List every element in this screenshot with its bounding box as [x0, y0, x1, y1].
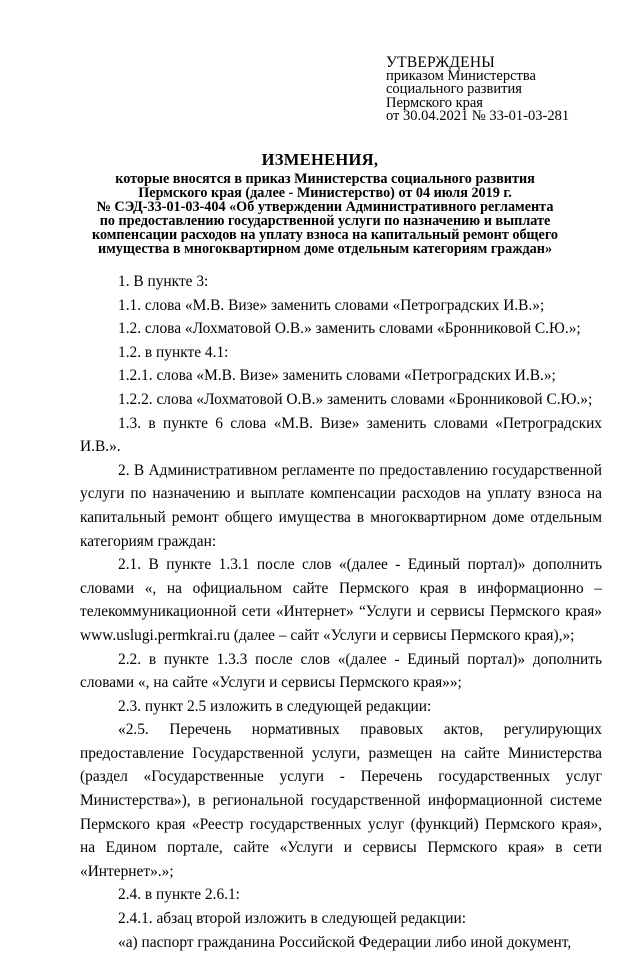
paragraph: 2.4. в пункте 2.6.1:: [118, 886, 240, 904]
paragraph: 1.2. слова «Лохматовой О.В.» заменить словами «Бронниковой С.Ю.»;: [118, 320, 581, 338]
subtitle-line: имущества в многоквартирном доме отдельным категориям граждан»: [97, 240, 553, 257]
subtitle-line: Пермского края (далее - Министерство) от 04 июля 2019 г.: [138, 184, 512, 201]
paragraph: 2.3. пункт 2.5 изложить в следующей редакции:: [118, 697, 432, 715]
paragraph: «2.5. Перечень нормативных правовых актов, регулирующих предоставление Государственной услуги, размещен на сайте Министерства (раздел «Государственные услуги - Перечень государственных услуг Министерства»), в региональной государственной информационной системе Пермского края «Реестр государственных услуг (функций) Пермского края», на Едином портале, сайте «Услуги и сервисы Пермского края» в сети «Интернет».»;: [80, 721, 602, 880]
paragraph: 1.1. слова «М.В. Визе» заменить словами «Петроградских И.В.»;: [118, 296, 545, 314]
approval-stamp: [386, 56, 616, 124]
paragraph: «а) паспорт гражданина Российской Федерации либо иной документ,: [118, 933, 572, 951]
approval-line: от 30.04.2021 № 33-01-03-281: [386, 108, 570, 124]
paragraph: 2.1. В пункте 1.3.1 после слов «(далее - Единый портал)» дополнить словами «, на официальном сайте Пермского края в информационно – телекоммуникационной сети «Интернет» “Услуги и сервисы Пермского края» www.uslugi.permkrai.ru (далее – сайт «Услуги и сервисы Пермского края),»;: [80, 556, 602, 644]
document-subtitle: [70, 173, 580, 256]
subtitle-line: по предоставлению государственной услуги по назначению и выплате: [99, 212, 551, 229]
paragraph: 1.3. в пункте 6 слова «М.В. Визе» заменить словами «Петроградских И.В.».: [80, 414, 602, 456]
subtitle-line: № СЭД-33-01-03-404 «Об утверждении Административного регламента: [96, 198, 554, 215]
approval-title: УТВЕРЖДЕНЫ: [386, 54, 495, 71]
approval-line: приказом Министерства: [386, 67, 536, 84]
paragraph: 2. В Административном регламенте по предоставлению государственной услуги по назначению и выплате компенсации расходов на уплату взноса на капитальный ремонт общего имущества в многоквартирном доме отдельным категориям граждан:: [80, 461, 602, 550]
subtitle-line: компенсации расходов на уплату взноса на капитальный ремонт общего: [91, 226, 559, 243]
subtitle-line: которые вносятся в приказ Министерства социального развития: [115, 171, 535, 187]
paragraph: 1. В пункте 3:: [118, 273, 209, 290]
paragraph: 1.2.1. слова «М.В. Визе» заменить словами «Петроградских И.В.»;: [118, 367, 556, 385]
document-body: [80, 270, 602, 954]
paragraph: 1.2.2. слова «Лохматовой О.В.» заменить словами «Бронниковой С.Ю.»;: [118, 390, 593, 408]
paragraph: 2.4.1. абзац второй изложить в следующей редакции:: [118, 910, 466, 928]
document-title: ИЗМЕНЕНИЯ,: [261, 150, 379, 169]
paragraph: 1.2. в пункте 4.1:: [118, 343, 229, 361]
paragraph: 2.2. в пункте 1.3.3 после слов «(далее - Единый портал)» дополнить словами «, на сайте «Услуги и сервисы Пермского края»»;: [80, 650, 602, 692]
approval-line: Пермского края: [386, 94, 483, 111]
approval-line: социального развития: [386, 81, 522, 97]
